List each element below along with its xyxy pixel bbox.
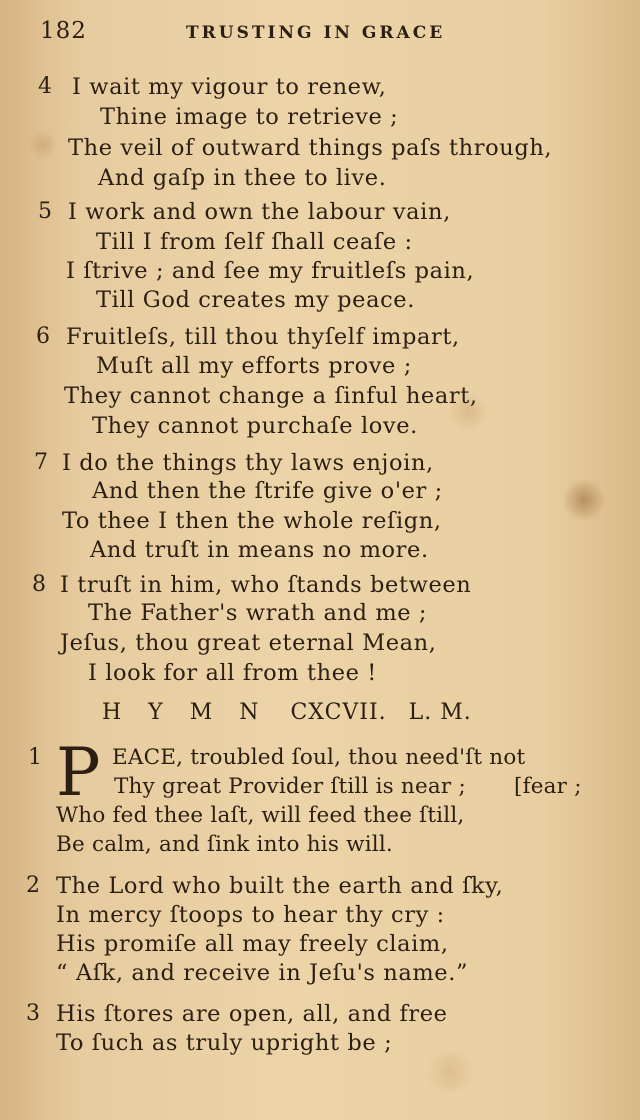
- paper-stain: [28, 130, 58, 160]
- verse-line: EACE, troubled ſoul, thou need'ſt not: [112, 745, 526, 770]
- verse-line: They cannot change a ſinful heart,: [64, 383, 478, 409]
- paper-stain: [420, 1052, 480, 1092]
- verse-line: To thee I then the whole reſign,: [62, 508, 442, 534]
- verse-line: “ Aſk, and receive in Jeſu's name.”: [56, 960, 469, 986]
- verse-line: I work and own the labour vain,: [68, 199, 451, 225]
- verse-line: Be calm, and ſink into his will.: [56, 832, 393, 857]
- drop-cap: P: [56, 734, 101, 811]
- verse-line: Till God creates my peace.: [96, 287, 415, 313]
- page-number: 182: [40, 18, 87, 44]
- verse-line: And gaſp in thee to live.: [98, 165, 387, 191]
- hymn-meter: L. M.: [408, 700, 472, 725]
- page-header: [40, 18, 600, 52]
- hymn-title: [102, 700, 486, 725]
- verse-line: Muſt all my efforts prove ;: [96, 353, 412, 379]
- verse-line: I do the things thy laws enjoin,: [62, 450, 434, 476]
- verse-line: I ſtrive ; and ſee my fruitleſs pain,: [66, 258, 475, 284]
- verse-line: To ſuch as truly upright be ;: [56, 1030, 393, 1056]
- verse-line: And then the ſtrife give o'er ;: [92, 478, 443, 504]
- hymn-word: H Y M N: [102, 700, 269, 725]
- verse-number: 8: [32, 572, 46, 597]
- verse-number: 7: [34, 450, 48, 475]
- verse-number: 4: [38, 74, 52, 99]
- verse-number: 1: [28, 745, 42, 770]
- verse-line: I truſt in him, who ſtands between: [60, 572, 472, 598]
- verse-line: They cannot purchaſe love.: [92, 413, 418, 439]
- running-head: TRUSTING IN GRACE: [186, 23, 446, 43]
- verse-line: The Lord who built the earth and ſky,: [56, 873, 504, 899]
- verse-line: Fruitleſs, till thou thyſelf impart,: [66, 324, 460, 350]
- verse-number: 5: [38, 199, 52, 224]
- verse-line: Jeſus, thou great eternal Mean,: [60, 630, 437, 656]
- verse-line: The veil of outward things paſs through,: [68, 135, 553, 161]
- paper-stain: [562, 478, 606, 522]
- verse-line: His promiſe all may freely claim,: [56, 931, 449, 957]
- verse-number: 3: [26, 1001, 40, 1026]
- verse-line: In mercy ſtoops to hear thy cry :: [56, 902, 445, 928]
- verse-line: Thine image to retrieve ;: [100, 104, 399, 130]
- verse-line: His ſtores are open, all, and free: [56, 1001, 448, 1027]
- turnover-fear: [fear ;: [514, 774, 582, 799]
- verse-line: Thy great Provider ſtill is near ;: [114, 774, 466, 799]
- verse-line: The Father's wrath and me ;: [88, 600, 428, 626]
- verse-line: Who fed thee laſt, will feed thee ſtill,: [56, 803, 465, 828]
- verse-number: 6: [36, 324, 50, 349]
- hymn-number: CXCVII.: [290, 700, 387, 725]
- verse-line: And truſt in means no more.: [90, 537, 429, 563]
- verse-line: I wait my vigour to renew,: [72, 74, 387, 100]
- verse-line: I look for all from thee !: [88, 660, 377, 686]
- verse-line: Till I from ſelf ſhall ceaſe :: [96, 229, 413, 255]
- verse-number: 2: [26, 873, 40, 898]
